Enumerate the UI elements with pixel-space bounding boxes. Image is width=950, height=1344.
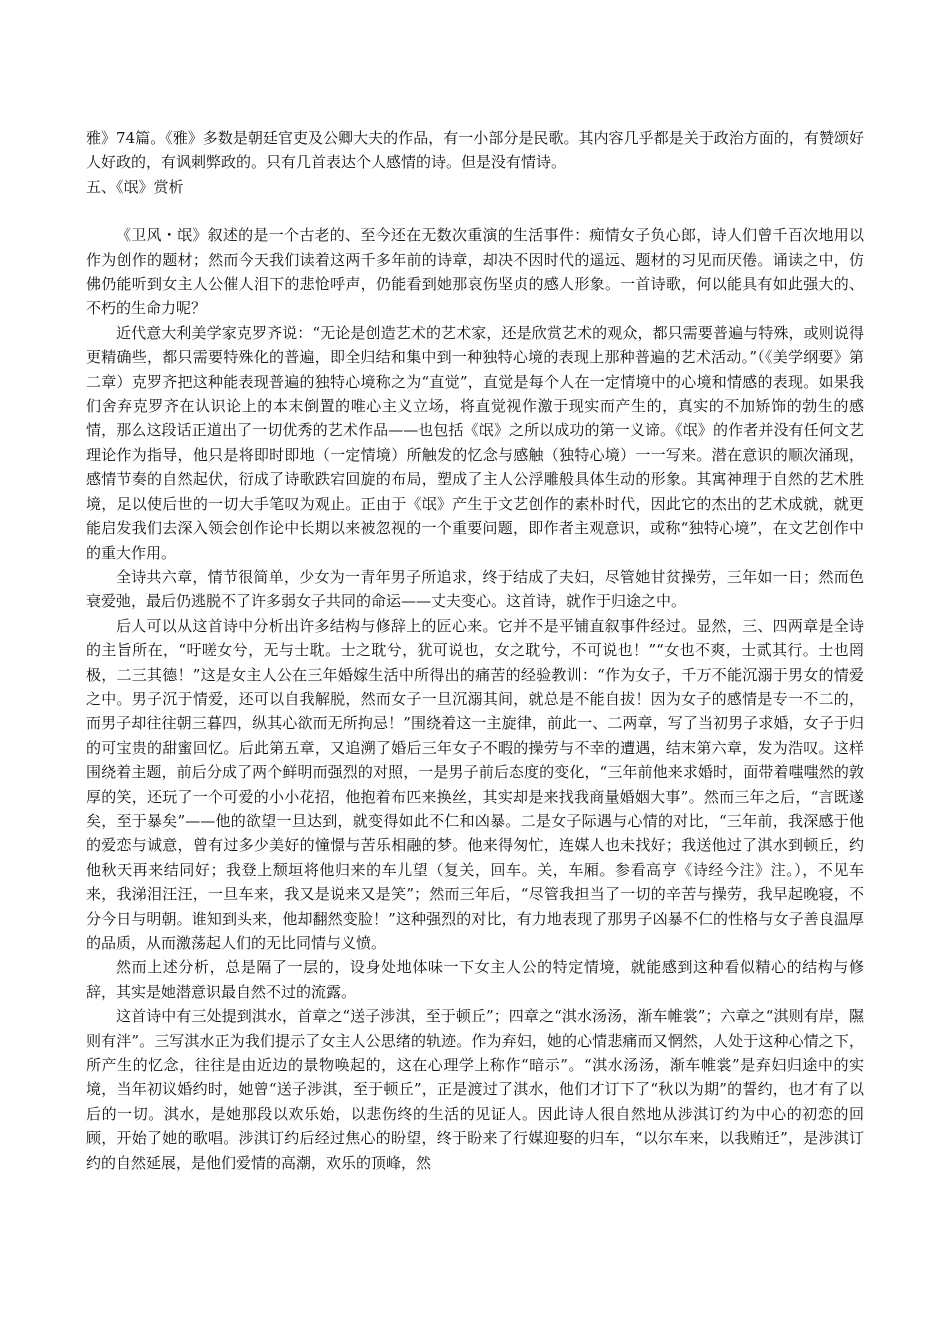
document-page bbox=[86, 126, 864, 1175]
body-paragraph-2: 近代意大利美学家克罗齐说：“无论是创造艺术的艺术家，还是欣赏艺术的观众，都只需要普遍与特殊，或则说得更精确些，都只需要特殊化的普遍，即全归结和集中到一种独特心境的表现上那种普遍的艺术活动。”（《美学纲要》第二章）克罗齐把这种能表现普遍的独特心境称之为“直觉”，直觉是每个人在一定情境中的心境和情感的表现。如果我们舍弃克罗齐在认识论上的本末倒置的唯心主义立场，将直觉视作激于现实而产生的，真实的不加矫饰的勃生的感情，那么这段话正道出了一切优秀的艺术作品——也包括《氓》之所以成功的第一义谛。《氓》的作者并没有任何文艺理论作为指导，他只是将即时即地（一定情境）所触发的忆念与感触（独特心境）一一写来。潜在意识的顺次涌现，感情节奏的自然起伏，衍成了诗歌跌宕回旋的布局，塑成了主人公浮雕般具体生动的形象。其寓神理于自然的艺术胜境，足以使后世的一切大手笔叹为观止。正由于《氓》产生于文艺创作的素朴时代，因此它的杰出的艺术成就，就更能启发我们去深入领会创作论中长期以来被忽视的一个重要问题，即作者主观意识，或称“独特心境”，在文艺创作中的重大作用。 bbox=[86, 323, 864, 562]
section-heading: 五、《氓》赏析 bbox=[86, 177, 184, 196]
blank-line bbox=[86, 199, 864, 223]
body-paragraph-6: 这首诗中有三处提到淇水，首章之“送子涉淇，至于顿丘”；四章之“淇水汤汤，渐车帷裳”；六章之“淇则有岸，隰则有泮”。三写淇水正为我们提示了女主人公思绪的轨迹。作为弃妇，她的心情悲痛而又惘然，人处于这种心情之下，所产生的忆念，往往是由近边的景物唤起的，这在心理学上称作“暗示”。“淇水汤汤，渐车帷裳”是弃妇归途中的实境，当年初议婚约时，她曾“送子涉淇，至于顿丘”，正是渡过了淇水，他们才订下了“秋以为期”的誓约，也才有了以后的一切。淇水，是她那段以欢乐始，以悲伤终的生活的见证人。因此诗人很自然地从涉淇订约为中心的初恋的回顾，开始了她的歌唱。涉淇订约后经过焦心的盼望，终于盼来了行媒迎娶的归车，“以尔车来，以我贿迁”，是涉淇订约的自然延展，是他们爱情的高潮，欢乐的顶峰，然 bbox=[86, 1007, 864, 1172]
body-paragraph-4: 后人可以从这首诗中分析出许多结构与修辞上的匠心来。它并不是平铺直叙事件经过。显然，三、四两章是全诗的主旨所在，“吁嗟女兮，无与士耽。士之耽兮，犹可说也，女之耽兮，不可说也！”“女也不爽，士贰其行。士也罔极，二三其德！”这是女主人公在三年婚嫁生活中所得出的痛苦的经验教训：“作为女子，千万不能沉溺于男女的情爱之中。男子沉于情爱，还可以自我解脱，然而女子一旦沉溺其间，就总是不能自拔！因为女子的感情是专一不二的，而男子却往往朝三暮四，纵其心欲而无所拘忌！”围绕着这一主旋律，前此一、二两章，写了当初男子求婚，女子于归的可宝贵的甜蜜回忆。后此第五章，又追溯了婚后三年女子不暇的操劳与不幸的遭遇，结末第六章，发为浩叹。这样围绕着主题，前后分成了两个鲜明而强烈的对照，一是男子前后态度的变化，“三年前他来求婚时，面带着嗤嗤然的敦厚的笑，还玩了一个可爱的小小花招，他抱着布匹来换丝，其实却是来找我商量婚姻大事”。然而三年之后，“言既遂矣，至于暴矣”——他的欲望一旦达到，就变得如此不仁和凶暴。二是女子际遇与心情的对比，“三年前，我深感于他的爱恋与诚意，曾有过多少美好的憧憬与苦乐相融的梦。他来得匆忙，连媒人也未找好；我送他过了淇水到顿丘，约他秋天再来结同好；我登上颓垣将他归来的车儿望（复关，回车。关，车厢。参看高亨《诗经今注》注。），不见车来，我涕泪汪汪，一旦车来，我又是说来又是笑”；然而三年后，“尽管我担当了一切的辛苦与操劳，我早起晚寝，不分今日与明朝。谁知到头来，他却翻然变脸！”这种强烈的对比，有力地表现了那男子凶暴不仁的性格与女子善良温厚的品质，从而激荡起人们的无比同情与义愤。 bbox=[86, 616, 864, 952]
lead-paragraph: 雅》74篇。《雅》多数是朝廷官吏及公卿大夫的作品，有一小部分是民歌。其内容几乎都是关于政治方面的，有赞颂好人好政的，有讽刺弊政的。只有几首表达个人感情的诗。但是没有情诗。 bbox=[86, 129, 864, 172]
body-paragraph-5: 然而上述分析，总是隔了一层的，设身处地体味一下女主人公的特定情境，就能感到这种看似精心的结构与修辞，其实是她潜意识最自然不过的流露。 bbox=[86, 958, 864, 1001]
body-paragraph-1: 《卫风・氓》叙述的是一个古老的、至今还在无数次重演的生活事件：痴情女子负心郎，诗人们曾千百次地用以作为创作的题材；然而今天我们读着这两千多年前的诗章，却决不因时代的遥远、题材的习见而厌倦。诵读之中，仿佛仍能听到女主人公催人泪下的悲怆呼声，仍能看到她那哀伤坚贞的感人形象。一首诗歌，何以能具有如此强大的、不朽的生命力呢？ bbox=[86, 226, 864, 318]
body-paragraph-3: 全诗共六章，情节很简单，少女为一青年男子所追求，终于结成了夫妇，尽管她甘贫操劳，三年如一日；然而色衰爱弛，最后仍逃脱不了许多弱女子共同的命运——丈夫变心。这首诗，就作于归途之中。 bbox=[86, 567, 864, 611]
